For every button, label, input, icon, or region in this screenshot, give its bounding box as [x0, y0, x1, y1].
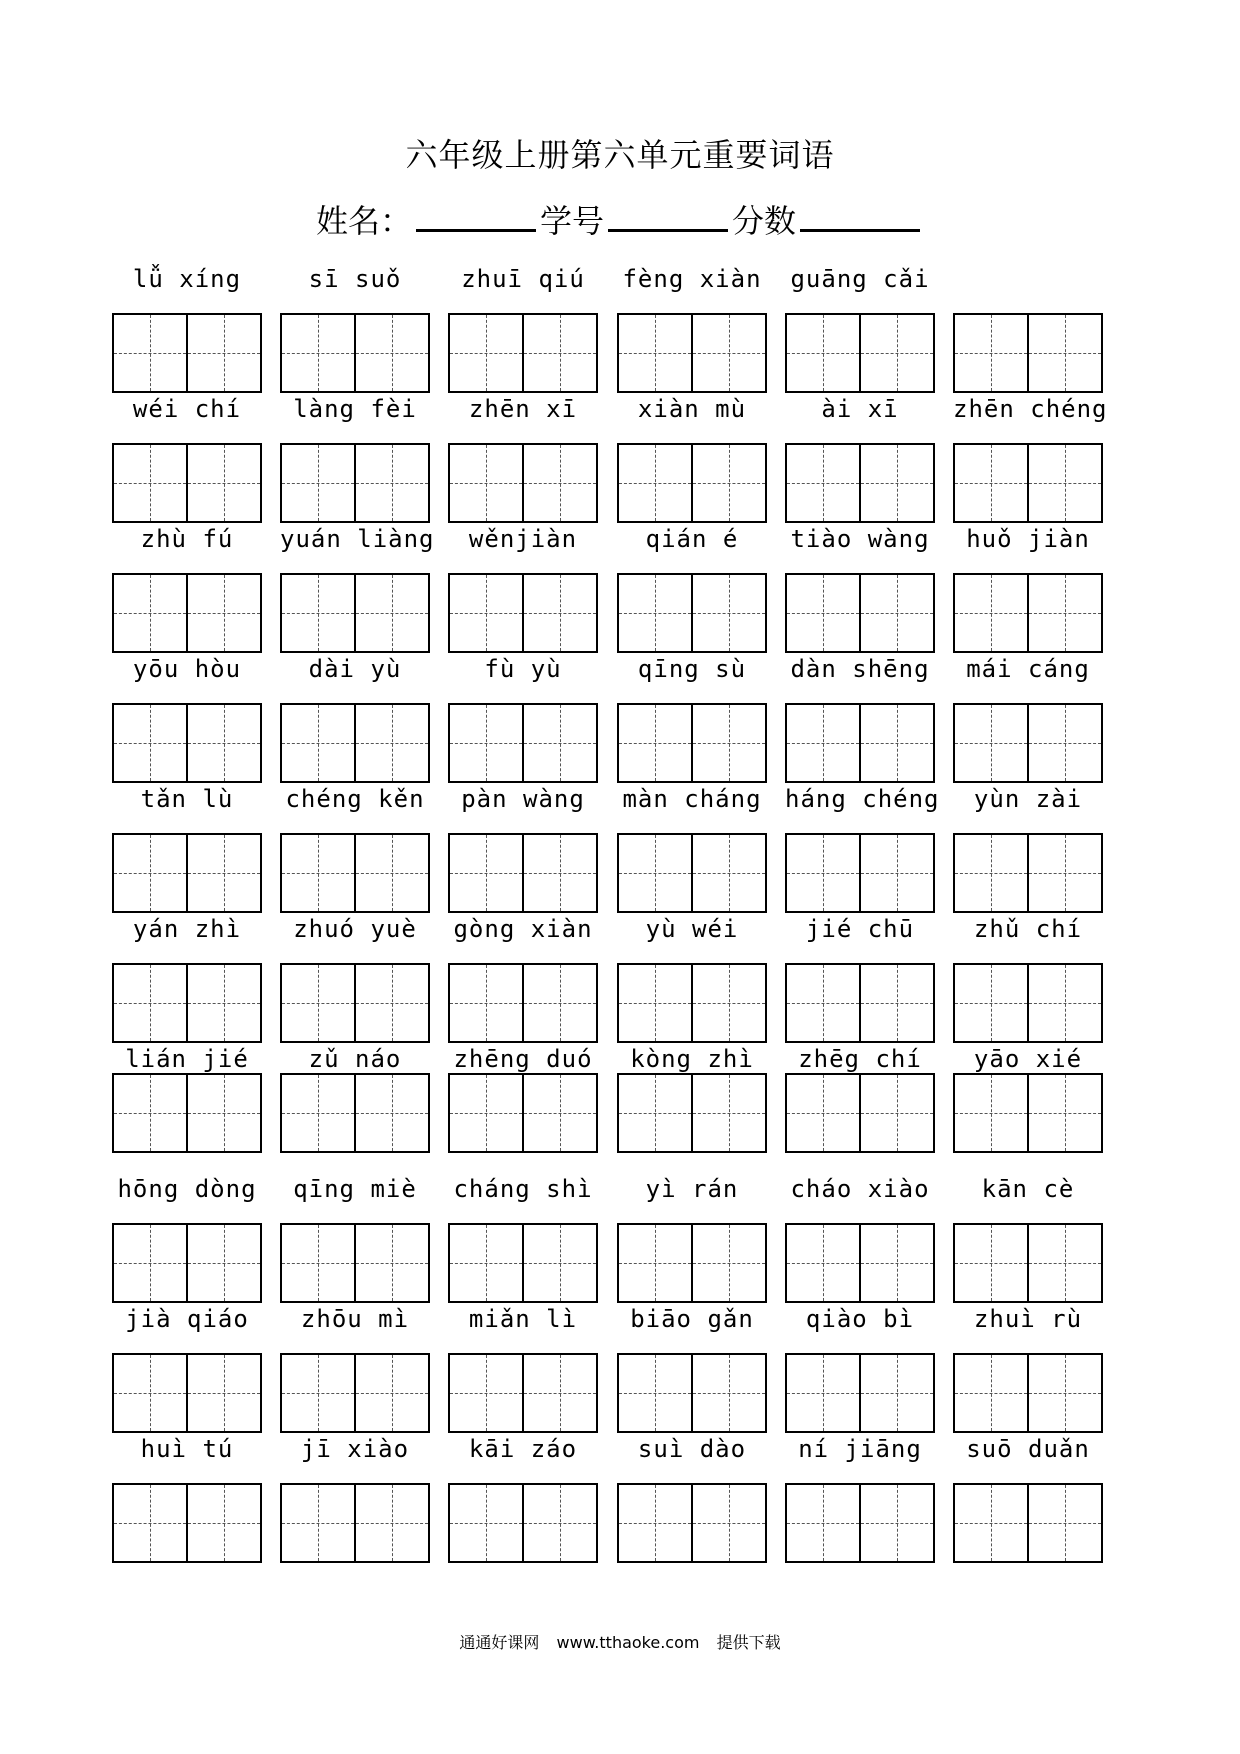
writing-box[interactable]	[953, 703, 1103, 783]
writing-box[interactable]	[617, 313, 767, 393]
writing-box-row	[0, 833, 1240, 917]
pinyin-label: yán zhì	[132, 915, 242, 943]
character-cell[interactable]	[282, 1075, 354, 1151]
character-cell[interactable]	[522, 315, 596, 391]
character-cell[interactable]	[787, 1225, 859, 1301]
character-cell[interactable]	[186, 445, 260, 521]
writing-box[interactable]	[953, 573, 1103, 653]
character-cell[interactable]	[619, 1075, 691, 1151]
character-cell[interactable]	[114, 1075, 186, 1151]
character-cell[interactable]	[955, 1225, 1027, 1301]
writing-box[interactable]	[617, 703, 767, 783]
pinyin-label: zǔ náo	[308, 1045, 402, 1073]
pinyin-label: xiàn mù	[637, 395, 747, 423]
character-cell[interactable]	[691, 1355, 765, 1431]
writing-box[interactable]	[785, 833, 935, 913]
pinyin-label: gòng xiàn	[453, 915, 593, 943]
character-cell[interactable]	[1027, 445, 1101, 521]
character-cell[interactable]	[450, 705, 522, 781]
writing-box[interactable]	[953, 963, 1103, 1043]
writing-box[interactable]	[112, 963, 262, 1043]
character-cell[interactable]	[450, 575, 522, 651]
writing-box[interactable]	[280, 703, 430, 783]
pinyin-label: qián é	[645, 525, 739, 553]
writing-box[interactable]	[280, 443, 430, 523]
name-label: 姓名：	[315, 202, 412, 240]
writing-box[interactable]	[617, 1483, 767, 1563]
writing-box[interactable]	[617, 833, 767, 913]
pinyin-label: guāng cǎi	[790, 265, 930, 293]
pinyin-label: zhēn chéng	[953, 395, 1108, 423]
writing-box[interactable]	[280, 1073, 430, 1153]
pinyin-label: huì tú	[140, 1435, 234, 1463]
writing-box[interactable]	[785, 1223, 935, 1303]
character-cell[interactable]	[1027, 705, 1101, 781]
pinyin-row	[0, 785, 1240, 825]
character-cell[interactable]	[522, 965, 596, 1041]
writing-box-row	[0, 963, 1240, 1047]
character-cell[interactable]	[186, 835, 260, 911]
character-cell[interactable]	[186, 1355, 260, 1431]
pinyin-label: suō duǎn	[966, 1435, 1090, 1463]
character-cell[interactable]	[619, 1485, 691, 1561]
character-cell[interactable]	[114, 315, 186, 391]
pinyin-label: ài xī	[821, 395, 899, 423]
writing-box[interactable]	[280, 1223, 430, 1303]
character-cell[interactable]	[354, 965, 428, 1041]
pinyin-label: yù wéi	[645, 915, 739, 943]
writing-box[interactable]	[112, 833, 262, 913]
character-cell[interactable]	[691, 835, 765, 911]
character-cell[interactable]	[282, 445, 354, 521]
character-cell[interactable]	[1027, 315, 1101, 391]
writing-box[interactable]	[280, 573, 430, 653]
character-cell[interactable]	[114, 1355, 186, 1431]
pinyin-label: qiào bì	[805, 1305, 915, 1333]
writing-box[interactable]	[448, 1353, 598, 1433]
character-cell[interactable]	[282, 705, 354, 781]
writing-box[interactable]	[785, 313, 935, 393]
pinyin-label: huǒ jiàn	[966, 525, 1090, 553]
character-cell[interactable]	[955, 1355, 1027, 1431]
character-cell[interactable]	[787, 835, 859, 911]
pinyin-label: lián jié	[125, 1045, 249, 1073]
character-cell[interactable]	[282, 1485, 354, 1561]
character-cell[interactable]	[1027, 1075, 1101, 1151]
footer-suffix: 提供下载	[716, 1633, 781, 1652]
pinyin-row	[0, 1175, 1240, 1215]
character-cell[interactable]	[354, 1485, 428, 1561]
pinyin-label: zhēng duó	[453, 1045, 593, 1073]
character-cell[interactable]	[619, 705, 691, 781]
pinyin-label: fèng xiàn	[622, 265, 762, 293]
character-cell[interactable]	[450, 445, 522, 521]
character-cell[interactable]	[619, 445, 691, 521]
pinyin-row	[0, 395, 1240, 435]
character-cell[interactable]	[859, 705, 933, 781]
character-cell[interactable]	[859, 1485, 933, 1561]
pinyin-label: wéi chí	[132, 395, 242, 423]
character-cell[interactable]	[186, 575, 260, 651]
writing-box-row	[0, 1483, 1240, 1567]
character-cell[interactable]	[859, 1075, 933, 1151]
pinyin-label: jié chū	[805, 915, 915, 943]
pinyin-label: háng chéng	[785, 785, 940, 813]
writing-box-row	[0, 443, 1240, 527]
character-cell[interactable]	[186, 965, 260, 1041]
writing-box[interactable]	[953, 1073, 1103, 1153]
writing-box[interactable]	[785, 963, 935, 1043]
writing-box-row	[0, 703, 1240, 787]
writing-box[interactable]	[785, 1483, 935, 1563]
writing-box-row	[0, 1223, 1240, 1307]
pinyin-label: yōu hòu	[132, 655, 242, 683]
pinyin-label: cháng shì	[453, 1175, 593, 1203]
pinyin-label: zhōu mì	[300, 1305, 410, 1333]
footer-url: www.tthaoke.com	[556, 1633, 700, 1652]
writing-box[interactable]	[785, 573, 935, 653]
writing-box-row	[0, 313, 1240, 397]
character-cell[interactable]	[691, 445, 765, 521]
pinyin-label: kòng zhì	[630, 1045, 754, 1073]
writing-box[interactable]	[785, 703, 935, 783]
writing-box[interactable]	[112, 1483, 262, 1563]
writing-box[interactable]	[617, 573, 767, 653]
writing-box[interactable]	[448, 573, 598, 653]
writing-box[interactable]	[953, 1483, 1103, 1563]
writing-box[interactable]	[953, 1353, 1103, 1433]
writing-box[interactable]	[617, 443, 767, 523]
character-cell[interactable]	[522, 835, 596, 911]
writing-box[interactable]	[448, 963, 598, 1043]
character-cell[interactable]	[859, 1355, 933, 1431]
writing-box[interactable]	[280, 1353, 430, 1433]
pinyin-label: zhuì rù	[973, 1305, 1083, 1333]
pinyin-label: hōng dòng	[117, 1175, 257, 1203]
writing-box[interactable]	[448, 1223, 598, 1303]
writing-box[interactable]	[617, 1223, 767, 1303]
writing-box[interactable]	[953, 1223, 1103, 1303]
pinyin-label: miǎn lì	[468, 1305, 578, 1333]
writing-box[interactable]	[112, 1223, 262, 1303]
character-cell[interactable]	[691, 965, 765, 1041]
character-cell[interactable]	[859, 315, 933, 391]
pinyin-label: cháo xiào	[790, 1175, 930, 1203]
pinyin-label: qīng miè	[293, 1175, 417, 1203]
character-cell[interactable]	[955, 705, 1027, 781]
character-cell[interactable]	[859, 965, 933, 1041]
character-cell[interactable]	[522, 445, 596, 521]
character-cell[interactable]	[955, 965, 1027, 1041]
character-cell[interactable]	[619, 1225, 691, 1301]
pinyin-label: kāi záo	[468, 1435, 578, 1463]
pinyin-label: fù yù	[484, 655, 562, 683]
writing-box[interactable]	[953, 313, 1103, 393]
character-cell[interactable]	[522, 705, 596, 781]
pinyin-label: zhēg chí	[798, 1045, 922, 1073]
student-number-label: 学号	[539, 202, 604, 240]
writing-box[interactable]	[617, 1353, 767, 1433]
pinyin-label: làng fèi	[293, 395, 417, 423]
writing-box[interactable]	[112, 573, 262, 653]
character-cell[interactable]	[354, 445, 428, 521]
footer	[0, 1630, 1240, 1653]
character-cell[interactable]	[186, 1075, 260, 1151]
score-blank[interactable]	[800, 199, 920, 232]
character-cell[interactable]	[114, 835, 186, 911]
character-cell[interactable]	[1027, 575, 1101, 651]
writing-box-row	[0, 1353, 1240, 1437]
pinyin-label: pàn wàng	[461, 785, 585, 813]
pinyin-row	[0, 915, 1240, 955]
pinyin-label: zhù fú	[140, 525, 234, 553]
character-cell[interactable]	[1027, 1225, 1101, 1301]
character-cell[interactable]	[955, 575, 1027, 651]
writing-box[interactable]	[112, 443, 262, 523]
character-cell[interactable]	[450, 1225, 522, 1301]
writing-box[interactable]	[280, 1483, 430, 1563]
character-cell[interactable]	[691, 705, 765, 781]
pinyin-label: jià qiáo	[125, 1305, 249, 1333]
character-cell[interactable]	[691, 1225, 765, 1301]
character-cell[interactable]	[691, 315, 765, 391]
character-cell[interactable]	[859, 445, 933, 521]
student-info-line	[0, 196, 1240, 242]
pinyin-row	[0, 1435, 1240, 1475]
writing-box[interactable]	[280, 833, 430, 913]
student-number-blank[interactable]	[608, 199, 728, 232]
character-cell[interactable]	[1027, 1355, 1101, 1431]
writing-box[interactable]	[785, 1353, 935, 1433]
pinyin-label: lǚ xíng	[132, 265, 242, 293]
writing-box[interactable]	[785, 1073, 935, 1153]
pinyin-label: tiào wàng	[790, 525, 930, 553]
pinyin-label: biāo gǎn	[630, 1305, 754, 1333]
character-cell[interactable]	[619, 315, 691, 391]
pinyin-label: jī xiào	[300, 1435, 410, 1463]
writing-box[interactable]	[112, 1073, 262, 1153]
character-cell[interactable]	[859, 835, 933, 911]
writing-box[interactable]	[448, 703, 598, 783]
character-cell[interactable]	[114, 965, 186, 1041]
writing-box[interactable]	[953, 443, 1103, 523]
character-cell[interactable]	[186, 1225, 260, 1301]
writing-box[interactable]	[280, 963, 430, 1043]
character-cell[interactable]	[787, 445, 859, 521]
writing-box[interactable]	[617, 963, 767, 1043]
character-cell[interactable]	[354, 1355, 428, 1431]
character-cell[interactable]	[282, 835, 354, 911]
character-cell[interactable]	[1027, 1485, 1101, 1561]
pinyin-label: dàn shēng	[790, 655, 930, 683]
character-cell[interactable]	[282, 575, 354, 651]
character-cell[interactable]	[354, 705, 428, 781]
page-title: 六年级上册第六单元重要词语	[405, 136, 835, 174]
character-cell[interactable]	[955, 1075, 1027, 1151]
pinyin-label: zhǔ chí	[973, 915, 1083, 943]
character-cell[interactable]	[354, 315, 428, 391]
pinyin-row	[0, 265, 1240, 305]
character-cell[interactable]	[186, 705, 260, 781]
writing-box[interactable]	[112, 313, 262, 393]
character-cell[interactable]	[114, 1485, 186, 1561]
writing-box[interactable]	[112, 703, 262, 783]
pinyin-label: tǎn lù	[140, 785, 234, 813]
pinyin-label: sī suǒ	[308, 265, 402, 293]
character-cell[interactable]	[619, 965, 691, 1041]
score-label: 分数	[732, 202, 797, 240]
character-cell[interactable]	[282, 315, 354, 391]
writing-box-row	[0, 573, 1240, 657]
writing-box[interactable]	[448, 1073, 598, 1153]
pinyin-row	[0, 525, 1240, 565]
character-cell[interactable]	[354, 1075, 428, 1151]
character-cell[interactable]	[859, 575, 933, 651]
character-cell[interactable]	[955, 315, 1027, 391]
pinyin-label: yāo xié	[973, 1045, 1083, 1073]
writing-box[interactable]	[785, 443, 935, 523]
character-cell[interactable]	[114, 705, 186, 781]
footer-site-name: 通通好课网	[459, 1633, 540, 1652]
pinyin-label: yì rán	[645, 1175, 739, 1203]
writing-box[interactable]	[448, 833, 598, 913]
character-cell[interactable]	[1027, 965, 1101, 1041]
character-cell[interactable]	[691, 1485, 765, 1561]
character-cell[interactable]	[1027, 835, 1101, 911]
character-cell[interactable]	[282, 965, 354, 1041]
character-cell[interactable]	[619, 575, 691, 651]
name-blank[interactable]	[416, 199, 536, 232]
pinyin-label: kān cè	[981, 1175, 1075, 1203]
character-cell[interactable]	[619, 835, 691, 911]
character-cell[interactable]	[787, 1485, 859, 1561]
writing-box[interactable]	[448, 1483, 598, 1563]
character-cell[interactable]	[691, 575, 765, 651]
character-cell[interactable]	[522, 1075, 596, 1151]
writing-box[interactable]	[953, 833, 1103, 913]
pinyin-row	[0, 1305, 1240, 1345]
character-cell[interactable]	[787, 1075, 859, 1151]
character-cell[interactable]	[186, 315, 260, 391]
character-cell[interactable]	[787, 965, 859, 1041]
character-cell[interactable]	[354, 835, 428, 911]
pinyin-label: dài yù	[308, 655, 402, 683]
character-cell[interactable]	[354, 1225, 428, 1301]
character-cell[interactable]	[522, 1355, 596, 1431]
character-cell[interactable]	[186, 1485, 260, 1561]
writing-box-row	[0, 1073, 1240, 1157]
pinyin-row	[0, 655, 1240, 695]
pinyin-label: màn cháng	[622, 785, 762, 813]
character-cell[interactable]	[955, 1485, 1027, 1561]
character-cell[interactable]	[450, 1075, 522, 1151]
character-cell[interactable]	[282, 1355, 354, 1431]
character-cell[interactable]	[955, 835, 1027, 911]
character-cell[interactable]	[787, 705, 859, 781]
character-cell[interactable]	[522, 1485, 596, 1561]
character-cell[interactable]	[787, 315, 859, 391]
character-cell[interactable]	[522, 575, 596, 651]
writing-box[interactable]	[280, 313, 430, 393]
pinyin-label: zhuī qiú	[461, 265, 585, 293]
pinyin-label: qīng sù	[637, 655, 747, 683]
character-cell[interactable]	[955, 445, 1027, 521]
writing-box[interactable]	[617, 1073, 767, 1153]
writing-box[interactable]	[448, 443, 598, 523]
character-cell[interactable]	[114, 445, 186, 521]
pinyin-label: zhēn xī	[468, 395, 578, 423]
character-cell[interactable]	[450, 1485, 522, 1561]
character-cell[interactable]	[114, 575, 186, 651]
pinyin-label: mái cáng	[966, 655, 1090, 683]
character-cell[interactable]	[859, 1225, 933, 1301]
character-cell[interactable]	[354, 575, 428, 651]
pinyin-label: yuán liàng	[280, 525, 435, 553]
character-cell[interactable]	[450, 1355, 522, 1431]
pinyin-label: suì dào	[637, 1435, 747, 1463]
pinyin-label: chéng kěn	[285, 785, 425, 813]
character-cell[interactable]	[522, 1225, 596, 1301]
writing-box[interactable]	[448, 313, 598, 393]
pinyin-label: ní jiāng	[798, 1435, 922, 1463]
character-cell[interactable]	[450, 965, 522, 1041]
character-cell[interactable]	[691, 1075, 765, 1151]
writing-box[interactable]	[112, 1353, 262, 1433]
character-cell[interactable]	[450, 835, 522, 911]
pinyin-label: wěnjiàn	[468, 525, 578, 553]
pinyin-label: yùn zài	[973, 785, 1083, 813]
character-cell[interactable]	[282, 1225, 354, 1301]
character-cell[interactable]	[619, 1355, 691, 1431]
character-cell[interactable]	[114, 1225, 186, 1301]
character-cell[interactable]	[787, 575, 859, 651]
character-cell[interactable]	[450, 315, 522, 391]
character-cell[interactable]	[787, 1355, 859, 1431]
pinyin-label: zhuó yuè	[293, 915, 417, 943]
